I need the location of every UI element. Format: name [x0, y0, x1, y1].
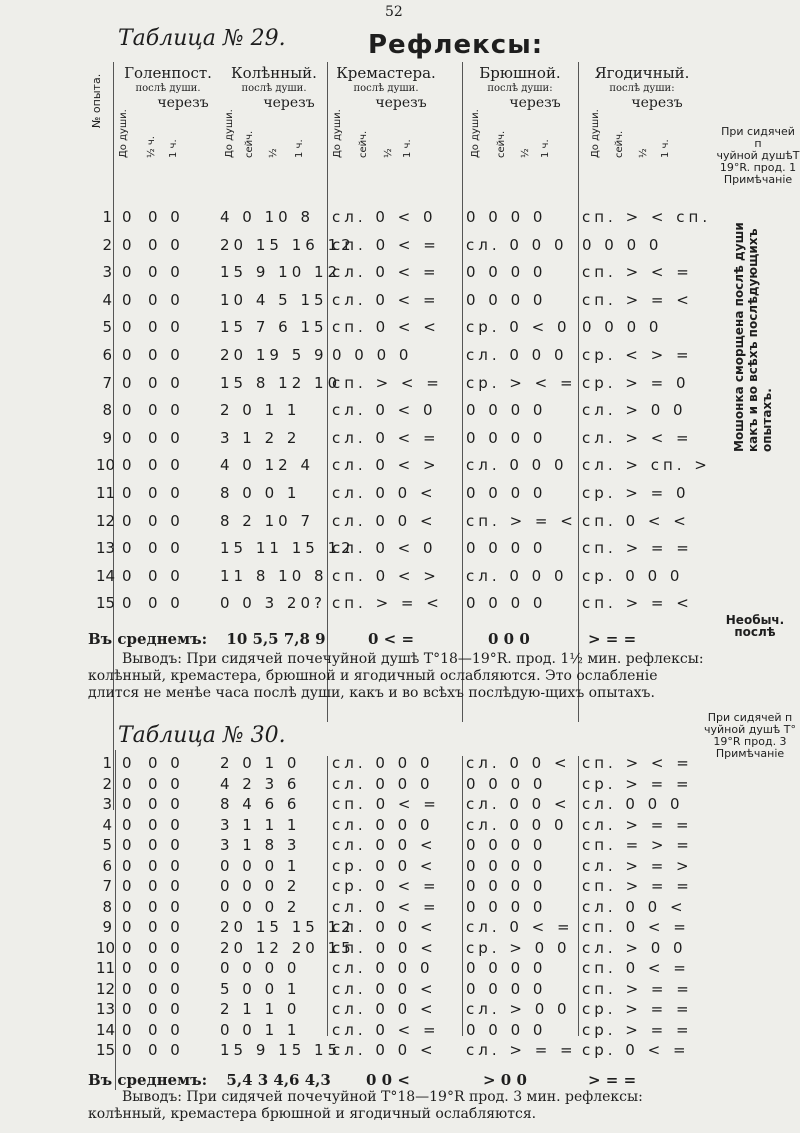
shin-before-cell: 0: [122, 208, 136, 226]
shin-after-cell: 0 0: [148, 815, 184, 834]
knee-values-cell: 3 1 1 1: [220, 815, 301, 834]
abdominal-values-cell: 0 0 0 0: [466, 897, 547, 916]
gluteal-values-cell: сл. > 0 0: [582, 401, 687, 420]
knee-values-cell: 0 0 0 2: [220, 897, 301, 916]
shin-before-cell: 0: [122, 1020, 136, 1039]
knee-values-cell: 20 19 5 9: [220, 346, 328, 364]
table-row: [0, 512, 800, 539]
row-number-cell: 6: [102, 346, 112, 364]
table-row: [0, 263, 800, 290]
gluteal-values-cell: ср. 0 0 0: [582, 566, 684, 585]
row-number-cell: 2: [102, 774, 112, 793]
cremaster-values-cell: сп. > = <: [332, 594, 443, 613]
table-row: [0, 484, 800, 511]
shin-after-cell: 0 0: [148, 938, 184, 957]
shin-before-cell: 0: [122, 235, 136, 254]
shin-after-cell: 0 0: [148, 979, 184, 998]
table-row: [0, 429, 800, 456]
abdominal-values-cell: сп. > = <: [466, 511, 577, 530]
row-number-cell: 1: [102, 754, 112, 772]
gluteal-values-cell: сп. > = =: [582, 539, 693, 558]
abdominal-values-cell: 0 0 0 0: [466, 539, 547, 558]
cremaster-values-cell: сл. 0 0 <: [332, 511, 437, 530]
knee-values-cell: 3 1 2 2: [220, 428, 301, 447]
table-row: [0, 236, 800, 263]
shin-after-cell: 0 0: [148, 318, 184, 337]
abdominal-values-cell: ср. > 0 0: [466, 938, 571, 957]
knee-values-cell: 8 4 6 6: [220, 795, 301, 813]
row-number-cell: 14: [96, 566, 116, 585]
gluteal-values-cell: 0 0 0 0: [582, 318, 663, 337]
knee-values-cell: 15 8 12 10: [220, 373, 342, 392]
cremaster-values-cell: сл. 0 0 0: [332, 815, 434, 834]
subcol-gluteal-half: ½: [638, 148, 649, 158]
gluteal-values-cell: ср. > = =: [582, 774, 693, 793]
knee-values-cell: 15 9 15 15: [220, 1041, 342, 1059]
table-row: [0, 401, 800, 428]
gluteal-values-cell: ср. < > =: [582, 346, 693, 364]
shin-after-cell: 0 0: [148, 484, 184, 502]
row-number-cell: 10: [96, 456, 116, 475]
gluteal-values-cell: сп. > = =: [582, 979, 693, 998]
knee-values-cell: 4 0 10 8: [220, 208, 315, 226]
table-29-average: Въ среднемъ: 10 5,5 7,8 9 0 < = 0 0 0 > = =: [88, 630, 637, 648]
row-number-cell: 8: [102, 897, 112, 916]
subcol-abdominal-now: сейч.: [496, 130, 507, 158]
row-number-cell: 12: [96, 979, 116, 998]
row-number-cell: 5: [102, 836, 112, 854]
group-header-cremaster: Кремастера. послѣ души. черезъ: [336, 64, 436, 111]
shin-before-cell: 0: [122, 877, 136, 895]
subcol-cremaster-half: ½: [383, 148, 394, 158]
knee-values-cell: 15 7 6 15: [220, 318, 328, 337]
cremaster-values-cell: сл. 0 0 0: [332, 959, 434, 977]
cremaster-values-cell: 0 0 0 0: [332, 346, 413, 364]
gluteal-values-cell: сл. 0 0 <: [582, 897, 687, 916]
shin-after-cell: 0 0: [148, 774, 184, 793]
shin-before-cell: 0: [122, 836, 136, 854]
abdominal-values-cell: сл. 0 < =: [466, 918, 574, 936]
row-number-cell: 12: [96, 511, 116, 530]
cremaster-values-cell: сл. 0 < 0: [332, 208, 437, 226]
table-30-title: Таблица № 30.: [118, 723, 286, 748]
cremaster-values-cell: сп. 0 < =: [332, 235, 440, 254]
knee-values-cell: 10 4 5 15: [220, 290, 328, 309]
row-number-cell: 3: [102, 263, 112, 282]
knee-values-cell: 8 2 10 7: [220, 511, 315, 530]
knee-values-cell: 0 0 0 0: [220, 959, 301, 977]
row-15-note: Необыч. послѣ: [725, 613, 785, 639]
abdominal-values-cell: 0 0 0 0: [466, 979, 547, 998]
table-row: [0, 318, 800, 345]
main-title: Рефлексы:: [368, 30, 544, 60]
abdominal-values-cell: 0 0 0 0: [466, 484, 547, 502]
abdominal-values-cell: сл. 0 0 0: [466, 456, 568, 475]
abdominal-values-cell: сл. 0 0 0: [466, 235, 568, 254]
subcol-abdominal-before: До души.: [470, 109, 481, 158]
cremaster-values-cell: сл. 0 0 0: [332, 754, 434, 772]
cremaster-values-cell: сп. > < =: [332, 373, 443, 392]
group-header-shin: Голенпост. послѣ души. черезъ: [124, 64, 212, 111]
subcol-abdominal-half: ½: [520, 148, 531, 158]
shin-before-cell: 0: [122, 815, 136, 834]
gluteal-values-cell: сл. > = =: [582, 815, 693, 834]
subcol-cremaster-now: сейч.: [358, 130, 369, 158]
subcol-gluteal-hour: 1 ч.: [660, 139, 671, 158]
subcol-knee-hour: 1 ч.: [294, 139, 305, 158]
gluteal-values-cell: ср. > = =: [582, 1000, 693, 1018]
gluteal-values-cell: сп. 0 < <: [582, 511, 690, 530]
row-number-cell: 3: [102, 795, 112, 813]
shin-after-cell: 0 0: [148, 566, 184, 585]
shin-after-cell: 0 0: [148, 401, 184, 420]
shin-before-cell: 0: [122, 456, 136, 475]
gluteal-values-cell: сл. > 0 0: [582, 938, 687, 957]
shin-after-cell: 0 0: [148, 754, 184, 772]
shin-after-cell: 0 0: [148, 539, 184, 558]
abdominal-values-cell: сл. 0 0 <: [466, 795, 571, 813]
abdominal-values-cell: сл. 0 0 <: [466, 754, 571, 772]
table-30-side-note: При сидячей п чуйной душѣ Т° 19°R прод. 3 Примѣчаніе: [703, 711, 796, 760]
shin-before-cell: 0: [122, 401, 136, 420]
subcol-shin-hour: 1 ч.: [168, 139, 179, 158]
shin-before-cell: 0: [122, 594, 136, 613]
cremaster-values-cell: сл. 0 < =: [332, 428, 440, 447]
gluteal-values-cell: сл. > = >: [582, 856, 693, 875]
cremaster-values-cell: ср. 0 < =: [332, 877, 440, 895]
gluteal-values-cell: сп. 0 < =: [582, 959, 690, 977]
shin-before-cell: 0: [122, 795, 136, 813]
shin-before-cell: 0: [122, 428, 136, 447]
shin-before-cell: 0: [122, 346, 136, 364]
shin-before-cell: 0: [122, 1000, 136, 1018]
subcol-gluteal-now: сейч.: [614, 130, 625, 158]
abdominal-values-cell: 0 0 0 0: [466, 594, 547, 613]
cremaster-values-cell: сл. 0 0 0: [332, 774, 434, 793]
subcol-cremaster-hour: 1 ч.: [402, 139, 413, 158]
knee-values-cell: 5 0 0 1: [220, 979, 301, 998]
row-number-cell: 6: [102, 856, 112, 875]
knee-values-cell: 20 15 16 12: [220, 235, 355, 254]
shin-before-cell: 0: [122, 754, 136, 772]
knee-values-cell: 0 0 1 1: [220, 1020, 301, 1039]
cremaster-values-cell: сп. 0 < >: [332, 566, 440, 585]
table-row: [0, 567, 800, 594]
row-number-cell: 8: [102, 401, 112, 420]
gluteal-values-cell: ср. > = 0: [582, 373, 690, 392]
shin-before-cell: 0: [122, 979, 136, 998]
cremaster-values-cell: сл. 0 < =: [332, 290, 440, 309]
shin-after-cell: 0 0: [148, 795, 184, 813]
shin-after-cell: 0 0: [148, 290, 184, 309]
gluteal-values-cell: сп. > < =: [582, 754, 693, 772]
row-number-cell: 10: [96, 938, 116, 957]
shin-after-cell: 0 0: [148, 856, 184, 875]
knee-values-cell: 2 0 1 1: [220, 401, 301, 420]
shin-after-cell: 0 0: [148, 877, 184, 895]
knee-values-cell: 15 11 15 12: [220, 539, 355, 558]
subcol-abdominal-hour: 1 ч.: [540, 139, 551, 158]
shin-before-cell: 0: [122, 511, 136, 530]
group-header-knee: Колѣнный. послѣ души. черезъ: [231, 64, 317, 111]
gluteal-values-cell: сп. > = =: [582, 877, 693, 895]
subcol-knee-half: ½: [268, 148, 279, 158]
shin-after-cell: 0 0: [148, 836, 184, 854]
shin-before-cell: 0: [122, 484, 136, 502]
abdominal-values-cell: 0 0 0 0: [466, 1020, 547, 1039]
subcol-knee-before: До души.: [224, 109, 235, 158]
row-number-cell: 13: [96, 539, 116, 558]
row-number-cell: 4: [102, 290, 112, 309]
gluteal-values-cell: сл. > сп. >: [582, 456, 711, 475]
shin-after-cell: 0 0: [148, 456, 184, 475]
cremaster-values-cell: сп. 0 0 <: [332, 938, 437, 957]
abdominal-values-cell: 0 0 0 0: [466, 208, 547, 226]
cremaster-values-cell: сп. 0 < =: [332, 795, 440, 813]
shin-before-cell: 0: [122, 918, 136, 936]
knee-values-cell: 15 9 10 12: [220, 263, 342, 282]
abdominal-values-cell: сл. 0 0 0: [466, 815, 568, 834]
abdominal-values-cell: 0 0 0 0: [466, 836, 547, 854]
knee-values-cell: 20 15 15 12: [220, 918, 355, 936]
table-row: [0, 456, 800, 483]
shin-before-cell: 0: [122, 263, 136, 282]
table-row: [0, 208, 800, 235]
gluteal-values-cell: сп. > = <: [582, 594, 693, 613]
shin-after-cell: 0 0: [148, 1000, 184, 1018]
cremaster-values-cell: сл. 0 < >: [332, 456, 440, 475]
shin-before-cell: 0: [122, 1041, 136, 1059]
shin-after-cell: 0 0: [148, 235, 184, 254]
table-row: [0, 594, 800, 621]
table-29-conclusion: Выводъ: При сидячей почечуйной душѣ Т°18—19°R. прод. 1½ мин. рефлексы: колѣнный, кремастера, брюшной и ягодичный ослабляются. Это ослабленіе длится не менѣе часа послѣ души, какъ и во всѣхъ послѣдую-щихъ опытахъ.: [88, 651, 704, 701]
row-number-cell: 7: [102, 373, 112, 392]
row-number-cell: 14: [96, 1020, 116, 1039]
table-30-average: Въ среднемъ: 5,4 3 4,6 4,3 0 0 < > 0 0 > = =: [88, 1071, 637, 1089]
row-number-cell: 1: [102, 208, 112, 226]
gluteal-values-cell: ср. > = 0: [582, 484, 690, 502]
gluteal-values-cell: сл. 0 0 0: [582, 795, 684, 813]
row-number-cell: 9: [102, 918, 112, 936]
row-number-cell: 11: [96, 484, 116, 502]
knee-values-cell: 0 0 0 2: [220, 877, 301, 895]
abdominal-values-cell: 0 0 0 0: [466, 856, 547, 875]
gluteal-values-cell: 0 0 0 0: [582, 235, 663, 254]
row-number-cell: 15: [96, 594, 116, 613]
shin-before-cell: 0: [122, 566, 136, 585]
shin-after-cell: 0 0: [148, 373, 184, 392]
abdominal-values-cell: 0 0 0 0: [466, 401, 547, 420]
shin-after-cell: 0 0: [148, 511, 184, 530]
page-number: 52: [385, 4, 403, 20]
subcol-shin-half: ½ ч.: [146, 136, 157, 158]
table-29-title: Таблица № 29.: [118, 26, 286, 51]
shin-after-cell: 0 0: [148, 346, 184, 364]
knee-values-cell: 8 0 0 1: [220, 484, 301, 502]
cremaster-values-cell: сл. 0 < =: [332, 1020, 440, 1039]
cremaster-values-cell: сл. 0 0 <: [332, 1000, 437, 1018]
abdominal-values-cell: 0 0 0 0: [466, 263, 547, 282]
abdominal-values-cell: 0 0 0 0: [466, 428, 547, 447]
cremaster-values-cell: сл. 0 < =: [332, 897, 440, 916]
abdominal-values-cell: 0 0 0 0: [466, 290, 547, 309]
shin-before-cell: 0: [122, 774, 136, 793]
cremaster-values-cell: сл. 0 0 <: [332, 918, 437, 936]
cremaster-values-cell: сл. 0 0 <: [332, 979, 437, 998]
table-29-vertical-note: Мошонка сморщена послѣ души какъ и во всѣхъ послѣдующихъ опытахъ.: [732, 222, 774, 452]
knee-values-cell: 2 0 1 0: [220, 754, 301, 772]
gluteal-values-cell: ср. > = =: [582, 1020, 693, 1039]
gluteal-values-cell: сп. > < сп.: [582, 208, 712, 226]
gluteal-values-cell: сп. = > =: [582, 836, 693, 854]
knee-values-cell: 20 12 20 15: [220, 938, 355, 957]
abdominal-values-cell: 0 0 0 0: [466, 877, 547, 895]
row-number-cell: 9: [102, 428, 112, 447]
knee-values-cell: 11 8 10 8: [220, 566, 328, 585]
shin-after-cell: 0 0: [148, 594, 184, 613]
table-row: [0, 346, 800, 373]
shin-before-cell: 0: [122, 897, 136, 916]
shin-after-cell: 0 0: [148, 1020, 184, 1039]
cremaster-values-cell: сп. 0 < <: [332, 318, 440, 337]
subcol-gluteal-before: До души.: [590, 109, 601, 158]
experiment-number-header: № опыта.: [90, 73, 103, 128]
row-number-cell: 15: [96, 1041, 116, 1059]
subcol-knee-now: сейч.: [244, 130, 255, 158]
shin-after-cell: 0 0: [148, 263, 184, 282]
shin-after-cell: 0 0: [148, 428, 184, 447]
table-row: [0, 1041, 800, 1068]
table-29-side-note: При сидячей п чуйной душѣТ 19°R. прод. 1 Примѣчаніе: [716, 125, 800, 186]
knee-values-cell: 0 0 3 20?: [220, 594, 326, 613]
row-number-cell: 5: [102, 318, 112, 337]
knee-values-cell: 3 1 8 3: [220, 836, 301, 854]
table-30-conclusion: Выводъ: При сидячей почечуйной Т°18—19°R прод. 3 мин. рефлексы: колѣнный, кремастера брюшной и ягодичный ослабляются.: [88, 1089, 643, 1122]
cremaster-values-cell: сл. 0 0 <: [332, 836, 437, 854]
row-number-cell: 4: [102, 815, 112, 834]
group-header-gluteal: Ягодичный. послѣ души: черезъ: [594, 64, 690, 111]
cremaster-values-cell: сл. 0 0 <: [332, 484, 437, 502]
gluteal-values-cell: сп. > < =: [582, 263, 693, 282]
shin-before-cell: 0: [122, 290, 136, 309]
shin-after-cell: 0 0: [148, 1041, 184, 1059]
gluteal-values-cell: сл. > < =: [582, 428, 693, 447]
cremaster-values-cell: сл. 0 < 0: [332, 401, 437, 420]
abdominal-values-cell: ср. > < =: [466, 373, 577, 392]
cremaster-values-cell: сл. 0 0 <: [332, 1041, 437, 1059]
row-number-cell: 7: [102, 877, 112, 895]
gluteal-values-cell: сп. 0 < =: [582, 918, 690, 936]
subcol-shin-before: До души.: [118, 109, 129, 158]
group-header-abdominal: Брюшной. послѣ души: черезъ: [479, 64, 561, 111]
shin-before-cell: 0: [122, 959, 136, 977]
subcol-cremaster-before: До души.: [332, 109, 343, 158]
knee-values-cell: 4 2 3 6: [220, 774, 301, 793]
cremaster-values-cell: сл. 0 < 0: [332, 539, 437, 558]
abdominal-values-cell: сл. > = =: [466, 1041, 577, 1059]
shin-after-cell: 0 0: [148, 918, 184, 936]
abdominal-values-cell: сл. 0 0 0: [466, 346, 568, 364]
table-row: [0, 291, 800, 318]
shin-after-cell: 0 0: [148, 208, 184, 226]
table-row: [0, 374, 800, 401]
gluteal-values-cell: ср. 0 < =: [582, 1041, 690, 1059]
shin-before-cell: 0: [122, 373, 136, 392]
knee-values-cell: 2 1 1 0: [220, 1000, 301, 1018]
row-number-cell: 11: [96, 959, 116, 977]
shin-before-cell: 0: [122, 938, 136, 957]
row-number-cell: 2: [102, 235, 112, 254]
abdominal-values-cell: сл. 0 0 0: [466, 566, 568, 585]
shin-before-cell: 0: [122, 539, 136, 558]
cremaster-values-cell: ср. 0 0 <: [332, 856, 437, 875]
abdominal-values-cell: сл. > 0 0: [466, 1000, 571, 1018]
row-number-cell: 13: [96, 1000, 116, 1018]
abdominal-values-cell: 0 0 0 0: [466, 774, 547, 793]
knee-values-cell: 0 0 0 1: [220, 856, 301, 875]
shin-before-cell: 0: [122, 318, 136, 337]
abdominal-values-cell: ср. 0 < 0: [466, 318, 571, 337]
shin-before-cell: 0: [122, 856, 136, 875]
shin-after-cell: 0 0: [148, 959, 184, 977]
knee-values-cell: 4 0 12 4: [220, 456, 315, 475]
shin-after-cell: 0 0: [148, 897, 184, 916]
abdominal-values-cell: 0 0 0 0: [466, 959, 547, 977]
table-row: [0, 539, 800, 566]
cremaster-values-cell: сл. 0 < =: [332, 263, 440, 282]
gluteal-values-cell: сп. > = <: [582, 290, 693, 309]
